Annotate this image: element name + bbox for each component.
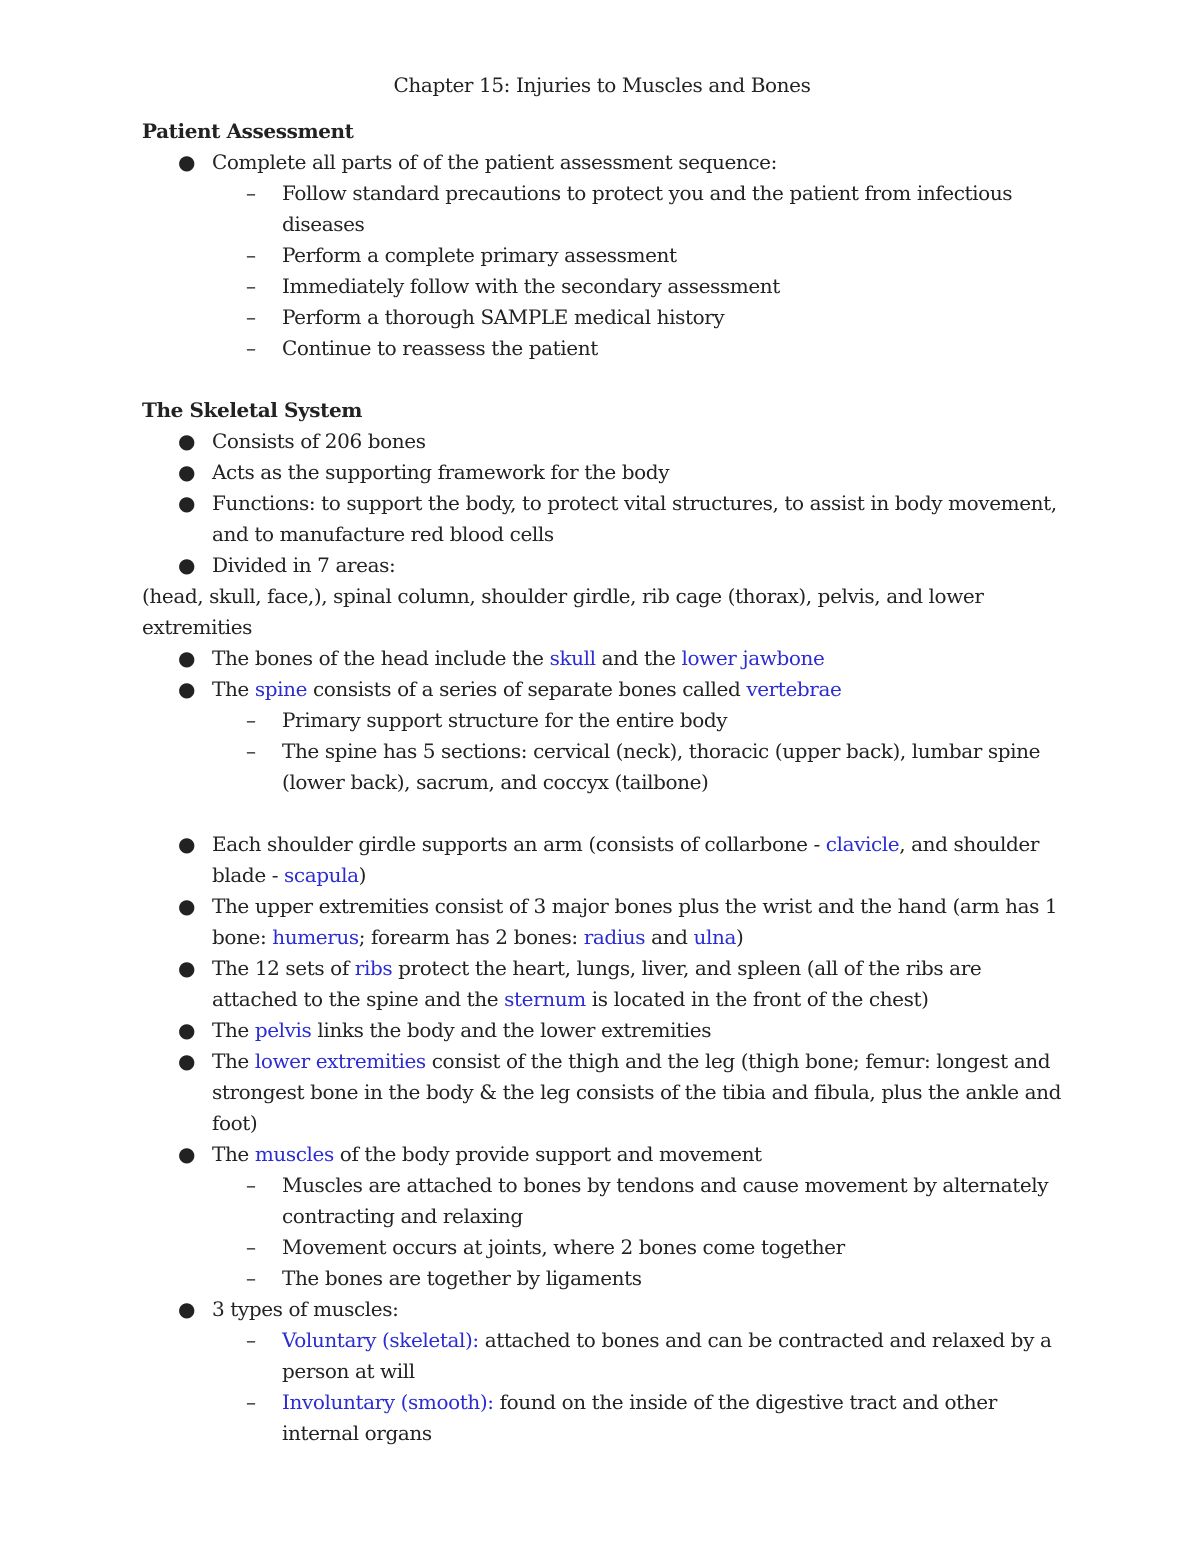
- document-page: [142, 70, 1062, 1449]
- dash-item: – Muscles are attached to bones by tendons and cause movement by alternately contracting and relaxing: [142, 1170, 1062, 1232]
- bullet-item: ● Complete all parts of of the patient assessment sequence:: [142, 147, 1062, 178]
- keyword-involuntary: Involuntary (smooth):: [282, 1390, 494, 1414]
- bullet-item-ribs: ● The 12 sets of ribs protect the heart, lungs, liver, and spleen (all of the ribs are attached to the spine and the sternum is located in the front of the chest): [142, 953, 1062, 1015]
- dash-item: – The spine has 5 sections: cervical (neck), thoracic (upper back), lumbar spine (lower back), sacrum, and coccyx (tailbone): [142, 736, 1062, 798]
- dash-item: – Perform a complete primary assessment: [142, 240, 1062, 271]
- bullet-marker: ●: [178, 1049, 196, 1073]
- bullet-item-muscle-types: ● 3 types of muscles:: [142, 1294, 1062, 1325]
- bullet-item-shoulder: ● Each shoulder girdle supports an arm (consists of collarbone - clavicle, and shoulder blade - scapula): [142, 829, 1062, 891]
- dash-item: – Follow standard precautions to protect you and the patient from infectious diseases: [142, 178, 1062, 240]
- bullet-item-pelvis: ● The pelvis links the body and the lower extremities: [142, 1015, 1062, 1046]
- keyword-sternum: sternum: [504, 987, 586, 1011]
- bullet-item: ● Divided in 7 areas:: [142, 550, 1062, 581]
- dash-item: – The bones are together by ligaments: [142, 1263, 1062, 1294]
- bullet-marker: ●: [178, 956, 196, 980]
- document-title: Chapter 15: Injuries to Muscles and Bones: [393, 73, 811, 97]
- dash-item: – Continue to reassess the patient: [142, 333, 1062, 364]
- dash-marker: –: [246, 1235, 256, 1259]
- dash-marker: –: [246, 1173, 256, 1197]
- bullet-marker: ●: [178, 646, 196, 670]
- bullet-item-upper-extremities: ● The upper extremities consist of 3 major bones plus the wrist and the hand (arm has 1 bone: humerus; forearm has 2 bones: radius and ulna): [142, 891, 1062, 953]
- bullet-item-lower-extremities: ● The lower extremities consist of the thigh and the leg (thigh bone; femur: longest and strongest bone in the body & the leg consists of the tibia and fibula, plus the ankle and foot): [142, 1046, 1062, 1139]
- section-heading-skeletal-system: The Skeletal System: [142, 398, 363, 422]
- dash-marker: –: [246, 708, 256, 732]
- keyword-skull: skull: [549, 646, 596, 670]
- dash-marker: –: [246, 1328, 256, 1352]
- bullet-marker: ●: [178, 1018, 196, 1042]
- keyword-lower-jawbone: lower jawbone: [681, 646, 825, 670]
- dash-item-involuntary: – Involuntary (smooth): found on the inside of the digestive tract and other internal organs: [142, 1387, 1062, 1449]
- bullet-marker: ●: [178, 491, 196, 515]
- areas-paragraph: (head, skull, face,), spinal column, shoulder girdle, rib cage (thorax), pelvis, and lower extremities: [142, 584, 984, 639]
- bullet-marker: ●: [178, 1142, 196, 1166]
- keyword-voluntary: Voluntary (skeletal):: [282, 1328, 479, 1352]
- dash-item-voluntary: – Voluntary (skeletal): attached to bones and can be contracted and relaxed by a person at will: [142, 1325, 1062, 1387]
- bullet-marker: ●: [178, 832, 196, 856]
- keyword-lower-extremities: lower extremities: [254, 1049, 426, 1073]
- bullet-item: ● Functions: to support the body, to protect vital structures, to assist in body movement, and to manufacture red blood cells: [142, 488, 1062, 550]
- spacer: [142, 364, 1062, 395]
- dash-item: – Immediately follow with the secondary assessment: [142, 271, 1062, 302]
- keyword-vertebrae: vertebrae: [746, 677, 842, 701]
- keyword-ribs: ribs: [354, 956, 393, 980]
- keyword-radius: radius: [583, 925, 646, 949]
- dash-item: – Primary support structure for the entire body: [142, 705, 1062, 736]
- dash-marker: –: [246, 1266, 256, 1290]
- bullet-marker: ●: [178, 677, 196, 701]
- keyword-scapula: scapula: [284, 863, 359, 887]
- keyword-humerus: humerus: [272, 925, 359, 949]
- section-heading-patient-assessment: Patient Assessment: [142, 119, 354, 143]
- bullet-marker: ●: [178, 150, 196, 174]
- bullet-item: ● Consists of 206 bones: [142, 426, 1062, 457]
- bullet-marker: ●: [178, 429, 196, 453]
- bullet-marker: ●: [178, 553, 196, 577]
- dash-item: – Perform a thorough SAMPLE medical history: [142, 302, 1062, 333]
- dash-marker: –: [246, 305, 256, 329]
- dash-marker: –: [246, 274, 256, 298]
- keyword-spine: spine: [254, 677, 308, 701]
- bullet-item: ● Acts as the supporting framework for the body: [142, 457, 1062, 488]
- bullet-item-spine: ● The spine consists of a series of separate bones called vertebrae: [142, 674, 1062, 705]
- bullet-item-muscles: ● The muscles of the body provide support and movement: [142, 1139, 1062, 1170]
- dash-marker: –: [246, 1390, 256, 1414]
- keyword-clavicle: clavicle: [825, 832, 900, 856]
- keyword-muscles: muscles: [254, 1142, 334, 1166]
- dash-marker: –: [246, 243, 256, 267]
- dash-marker: –: [246, 181, 256, 205]
- dash-item: – Movement occurs at joints, where 2 bones come together: [142, 1232, 1062, 1263]
- bullet-marker: ●: [178, 894, 196, 918]
- dash-marker: –: [246, 336, 256, 360]
- keyword-ulna: ulna: [693, 925, 736, 949]
- bullet-marker: ●: [178, 460, 196, 484]
- spacer: [142, 798, 1062, 829]
- bullet-item-head: ● The bones of the head include the skull and the lower jawbone: [142, 643, 1062, 674]
- bullet-marker: ●: [178, 1297, 196, 1321]
- keyword-pelvis: pelvis: [254, 1018, 312, 1042]
- dash-marker: –: [246, 739, 256, 763]
